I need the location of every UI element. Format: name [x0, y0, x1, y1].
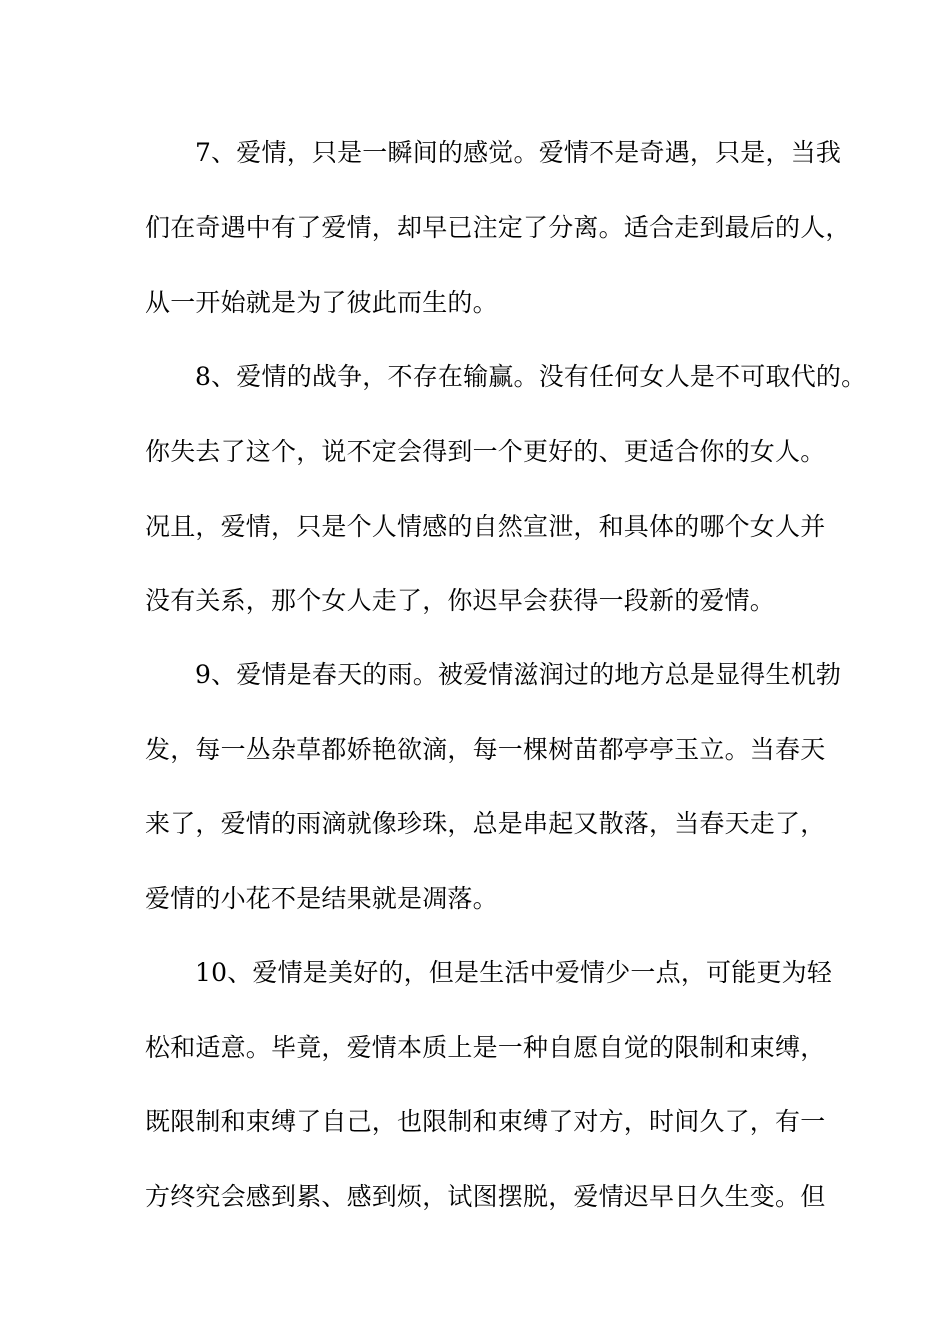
text-line: 从一开始就是为了彼此而生的。: [145, 288, 498, 317]
text-line: 方终究会感到累、感到烦，试图摆脱，爱情迟早日久生变。但: [145, 1182, 826, 1211]
text-line: 你失去了这个，说不定会得到一个更好的、更适合你的女人。: [145, 437, 826, 466]
text-line: 发，每一丛杂草都娇艳欲滴，每一棵树苗都亭亭玉立。当春天: [145, 735, 826, 764]
text-line: 10、爱情是美好的，但是生活中爱情少一点，可能更为轻: [195, 958, 833, 987]
text-line: 松和适意。毕竟，爱情本质上是一种自愿自觉的限制和束缚，: [145, 1033, 826, 1062]
text-line: 7、爱情，只是一瞬间的感觉。爱情不是奇遇，只是，当我: [195, 138, 842, 167]
text-line: 来了，爱情的雨滴就像珍珠，总是串起又散落，当春天走了，: [145, 809, 826, 838]
text-line: 没有关系，那个女人走了，你迟早会获得一段新的爱情。: [145, 586, 776, 615]
text-line: 况且，爱情，只是个人情感的自然宣泄，和具体的哪个女人并: [145, 512, 826, 541]
text-line: 9、爱情是春天的雨。被爱情滋润过的地方总是显得生机勃: [195, 660, 842, 689]
text-line: 8、爱情的战争，不存在输赢。没有任何女人是不可取代的。: [195, 362, 867, 391]
text-line: 们在奇遇中有了爱情，却早已注定了分离。适合走到最后的人，: [145, 213, 851, 242]
text-line: 爱情的小花不是结果就是凋落。: [145, 884, 498, 913]
text-line: 既限制和束缚了自己，也限制和束缚了对方，时间久了，有一: [145, 1107, 826, 1136]
